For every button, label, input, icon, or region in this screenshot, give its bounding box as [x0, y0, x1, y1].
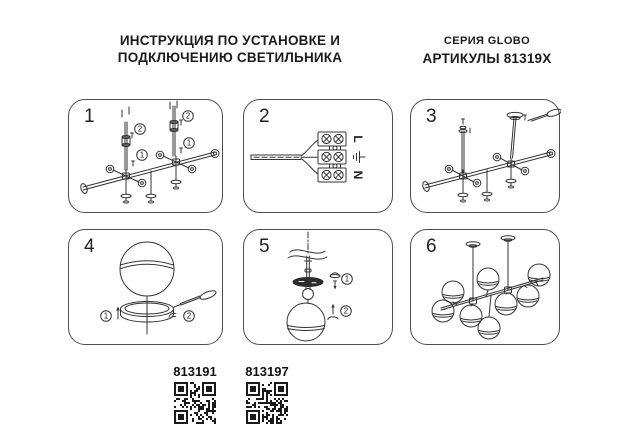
- step-number-3: 3: [426, 106, 437, 127]
- series-block: [408, 35, 566, 66]
- washer-icon: [328, 317, 338, 320]
- callout-1-right: [184, 138, 195, 149]
- rod-left: [459, 119, 470, 173]
- callout-2-label: 2: [137, 124, 143, 134]
- wire-fork: [301, 140, 318, 174]
- cable-slack: [288, 250, 327, 259]
- hub-right: [493, 153, 529, 188]
- step-6-assembled-chandelier: [411, 230, 561, 346]
- step-3-diagram: [411, 100, 561, 214]
- arrow-up-icon: [116, 307, 120, 320]
- rod-left: [122, 107, 135, 170]
- mains-cable: [251, 155, 301, 160]
- article-number-2: 813197: [245, 364, 289, 379]
- ground-icon: [354, 152, 366, 163]
- canopy: [293, 278, 323, 290]
- frame-bar: [80, 150, 219, 195]
- callout-2-label: 2: [185, 111, 191, 121]
- suspension-rod: [305, 256, 312, 277]
- screwdriver-icon: [174, 289, 217, 307]
- hub-right: [156, 151, 196, 189]
- rod-right: [511, 118, 517, 158]
- glass-globes: [432, 264, 550, 339]
- callout-1-label: 1: [186, 138, 192, 148]
- callout-2: [341, 306, 352, 317]
- title-line-1: ИНСТРУКЦИЯ ПО УСТАНОВКЕ И: [119, 33, 341, 48]
- ball-joint: [303, 289, 314, 300]
- callout-1-left: [137, 150, 148, 161]
- glass-globe: [287, 303, 325, 341]
- live-terminal-label: L: [351, 135, 365, 143]
- step-number-5: 5: [259, 236, 270, 257]
- callout-1-label: 1: [344, 274, 350, 284]
- arrow-up-icon: [331, 304, 334, 314]
- callout-2-left: [135, 124, 146, 135]
- step-number-1: 1: [84, 106, 95, 127]
- callout-2: [184, 311, 195, 322]
- step-number-6: 6: [426, 236, 437, 257]
- glass-globe: [120, 242, 174, 296]
- cap-and-pin: [330, 273, 340, 290]
- step-number-2: 2: [259, 106, 270, 127]
- articles-label: АРТИКУЛЫ 81319X: [422, 51, 552, 66]
- step-panel-2: [243, 99, 393, 213]
- step-panel-3: [410, 99, 560, 213]
- callout-1-label: 1: [103, 311, 109, 321]
- series-label: СЕРИЯ GLOBO: [443, 35, 531, 47]
- pendant-stub: [482, 170, 492, 201]
- screwdriver-icon: [528, 108, 561, 121]
- callout-2-right: [183, 111, 194, 122]
- qr-code-2: [246, 382, 288, 424]
- neutral-terminal-label: N: [351, 170, 365, 180]
- ceiling-canopy: [507, 112, 527, 120]
- step-panel-6: [410, 229, 560, 345]
- callout-1-label: 1: [139, 150, 145, 160]
- step-panel-4: [68, 229, 223, 345]
- step-2-wiring-diagram: [244, 100, 394, 214]
- callout-1: [342, 274, 353, 285]
- hub-left: [106, 165, 146, 203]
- title-line-2: ПОДКЛЮЧЕНИЮ СВЕТИЛЬНИКА: [117, 49, 343, 65]
- callout-1: [101, 311, 112, 322]
- article-number-1: 813191: [173, 364, 217, 379]
- step-1-diagram: [69, 100, 224, 214]
- callout-2-label: 2: [343, 306, 349, 316]
- step-4-diagram: [69, 230, 224, 346]
- callout-2-label: 2: [186, 311, 192, 321]
- terminal-block: [318, 132, 346, 182]
- hub-left: [445, 165, 481, 202]
- step-number-4: 4: [84, 236, 95, 257]
- step-5-diagram: [244, 230, 394, 346]
- step-panel-1: [68, 99, 223, 213]
- frame-bar: [422, 150, 555, 193]
- step-panel-5: [243, 229, 393, 345]
- qr-code-1: [174, 382, 216, 424]
- page-title: [85, 33, 375, 66]
- rod-right: [170, 101, 183, 156]
- pendant-stub: [146, 171, 156, 203]
